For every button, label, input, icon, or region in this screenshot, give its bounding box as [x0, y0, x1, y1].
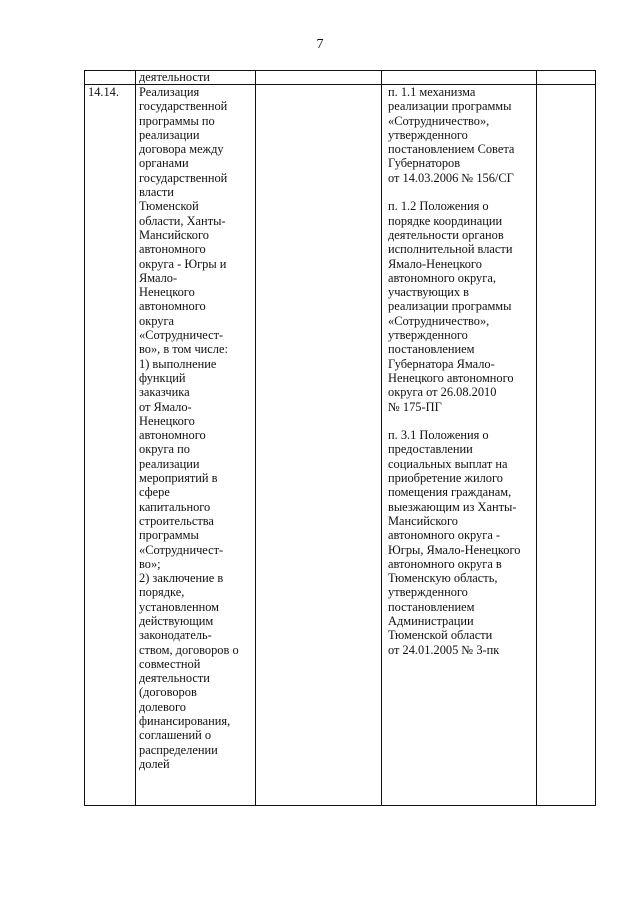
- description-line: (договоров: [139, 685, 197, 700]
- reference-line: автономного округа,: [388, 270, 496, 285]
- description-line: распределении: [139, 742, 218, 757]
- description-line: государственной: [139, 170, 228, 185]
- description-line: деятельности: [139, 671, 210, 686]
- reference-line: постановлением Совета: [388, 142, 515, 157]
- description-line: округа - Югры и: [139, 256, 227, 271]
- description-line: автономного: [139, 299, 206, 314]
- reference-line: утвержденного: [388, 328, 468, 343]
- row-references: [385, 85, 533, 657]
- description-line: 1) выполнение: [139, 356, 217, 371]
- reference-line: выезжающим из Ханты-: [388, 499, 517, 514]
- continuation-reference-cell: [382, 71, 537, 85]
- description-line: области, Ханты-: [139, 213, 226, 228]
- row-description: [139, 85, 252, 771]
- description-line: ством, договоров о: [139, 642, 239, 657]
- reference-line: Тюменскую область,: [388, 571, 498, 586]
- reference-line: утвержденного: [388, 127, 468, 142]
- reference-line: постановлением: [388, 342, 475, 357]
- description-line: соглашений о: [139, 728, 212, 743]
- reference-paragraph: [388, 85, 533, 185]
- reference-line: Администрации: [388, 613, 474, 628]
- description-line: строительства: [139, 513, 214, 528]
- description-line: округа: [139, 313, 175, 328]
- reference-line: п. 3.1 Положения о: [388, 428, 489, 443]
- description-line: установленном: [139, 599, 220, 614]
- reference-line: постановлением: [388, 599, 475, 614]
- reference-line: реализации программы: [388, 299, 512, 314]
- reference-line: п. 1.1 механизма: [388, 85, 476, 99]
- reference-line: социальных выплат на: [388, 456, 508, 471]
- reference-line: от 24.01.2005 № 3-пк: [388, 642, 500, 657]
- row-empty-cell: [256, 85, 382, 806]
- reference-line: Губернаторов: [388, 156, 461, 171]
- reference-line: утвержденного: [388, 585, 468, 600]
- reference-line: автономного округа в: [388, 556, 502, 571]
- description-line: «Сотрудничест-: [139, 328, 224, 343]
- description-line: «Сотрудничест-: [139, 542, 224, 557]
- description-line: капитального: [139, 499, 211, 514]
- description-line: 2) заключение в: [139, 571, 224, 586]
- reference-line: округа от 26.08.2010: [388, 385, 497, 400]
- description-line: автономного: [139, 428, 206, 443]
- row-note-cell: [537, 85, 596, 806]
- continuation-row: [85, 71, 596, 85]
- continuation-note-cell: [537, 71, 596, 85]
- continuation-text: деятельности: [139, 70, 210, 84]
- reference-line: Мансийского: [388, 513, 458, 528]
- description-line: мероприятий в: [139, 471, 218, 486]
- continuation-empty-cell: [256, 71, 382, 85]
- description-line: финансирования,: [139, 714, 231, 729]
- reference-line: Югры, Ямало-Ненецкого: [388, 542, 521, 557]
- description-line: Мансийского: [139, 227, 209, 242]
- description-line: Тюменской: [139, 199, 199, 214]
- row-description-cell: [136, 85, 256, 806]
- reference-line: «Сотрудничество»,: [388, 113, 490, 128]
- reference-line: реализации программы: [388, 99, 512, 114]
- reference-paragraph: [388, 199, 533, 413]
- description-line: действующим: [139, 613, 214, 628]
- description-line: Ненецкого: [139, 285, 195, 300]
- reference-line: № 175-ПГ: [388, 399, 442, 414]
- description-line: органами: [139, 156, 189, 171]
- reference-line: от 14.03.2006 № 156/СГ: [388, 170, 514, 185]
- description-line: Реализация: [139, 85, 200, 99]
- row-reference-cell: [382, 85, 537, 806]
- description-line: автономного: [139, 242, 206, 257]
- reference-line: автономного округа -: [388, 528, 501, 543]
- page-number: 7: [316, 37, 324, 52]
- reference-line: Ненецкого автономного: [388, 370, 514, 385]
- reference-line: исполнительной власти: [388, 242, 513, 257]
- reference-line: предоставлении: [388, 442, 473, 457]
- reference-line: «Сотрудничество»,: [388, 313, 490, 328]
- description-line: реализации: [139, 456, 200, 471]
- reference-line: деятельности органов: [388, 227, 504, 242]
- description-line: во», в том числе:: [139, 342, 228, 357]
- description-line: функций: [139, 370, 186, 385]
- description-line: Ненецкого: [139, 413, 195, 428]
- reference-line: Тюменской области: [388, 628, 493, 643]
- reference-line: приобретение жилого: [388, 471, 503, 486]
- description-line: программы по: [139, 113, 215, 128]
- description-line: порядке,: [139, 585, 185, 600]
- reference-line: п. 1.2 Положения о: [388, 199, 489, 214]
- continuation-number-cell: [85, 71, 136, 85]
- document-table: [84, 70, 596, 806]
- description-line: договора между: [139, 142, 224, 157]
- description-line: долей: [139, 756, 170, 771]
- reference-line: Губернатора Ямало-: [388, 356, 495, 371]
- reference-line: участвующих в: [388, 285, 470, 300]
- description-line: во»;: [139, 556, 161, 571]
- description-line: долевого: [139, 699, 186, 714]
- description-line: государственной: [139, 99, 228, 114]
- description-line: от Ямало-: [139, 399, 192, 414]
- description-line: заказчика: [139, 385, 190, 400]
- description-line: округа по: [139, 442, 190, 457]
- description-line: совместной: [139, 656, 201, 671]
- table-row: [85, 85, 596, 806]
- reference-line: Ямало-Ненецкого: [388, 256, 482, 271]
- reference-line: помещения гражданам,: [388, 485, 512, 500]
- description-line: власти: [139, 185, 174, 200]
- description-line: Ямало-: [139, 270, 178, 285]
- description-line: сфере: [139, 485, 170, 500]
- reference-paragraph: [388, 428, 533, 657]
- reference-line: порядке координации: [388, 213, 503, 228]
- description-line: программы: [139, 528, 199, 543]
- description-line: реализации: [139, 127, 200, 142]
- row-number: 14.14.: [88, 85, 119, 99]
- description-line: законодатель-: [139, 628, 212, 643]
- continuation-description-cell: [136, 71, 256, 85]
- row-number-cell: [85, 85, 136, 806]
